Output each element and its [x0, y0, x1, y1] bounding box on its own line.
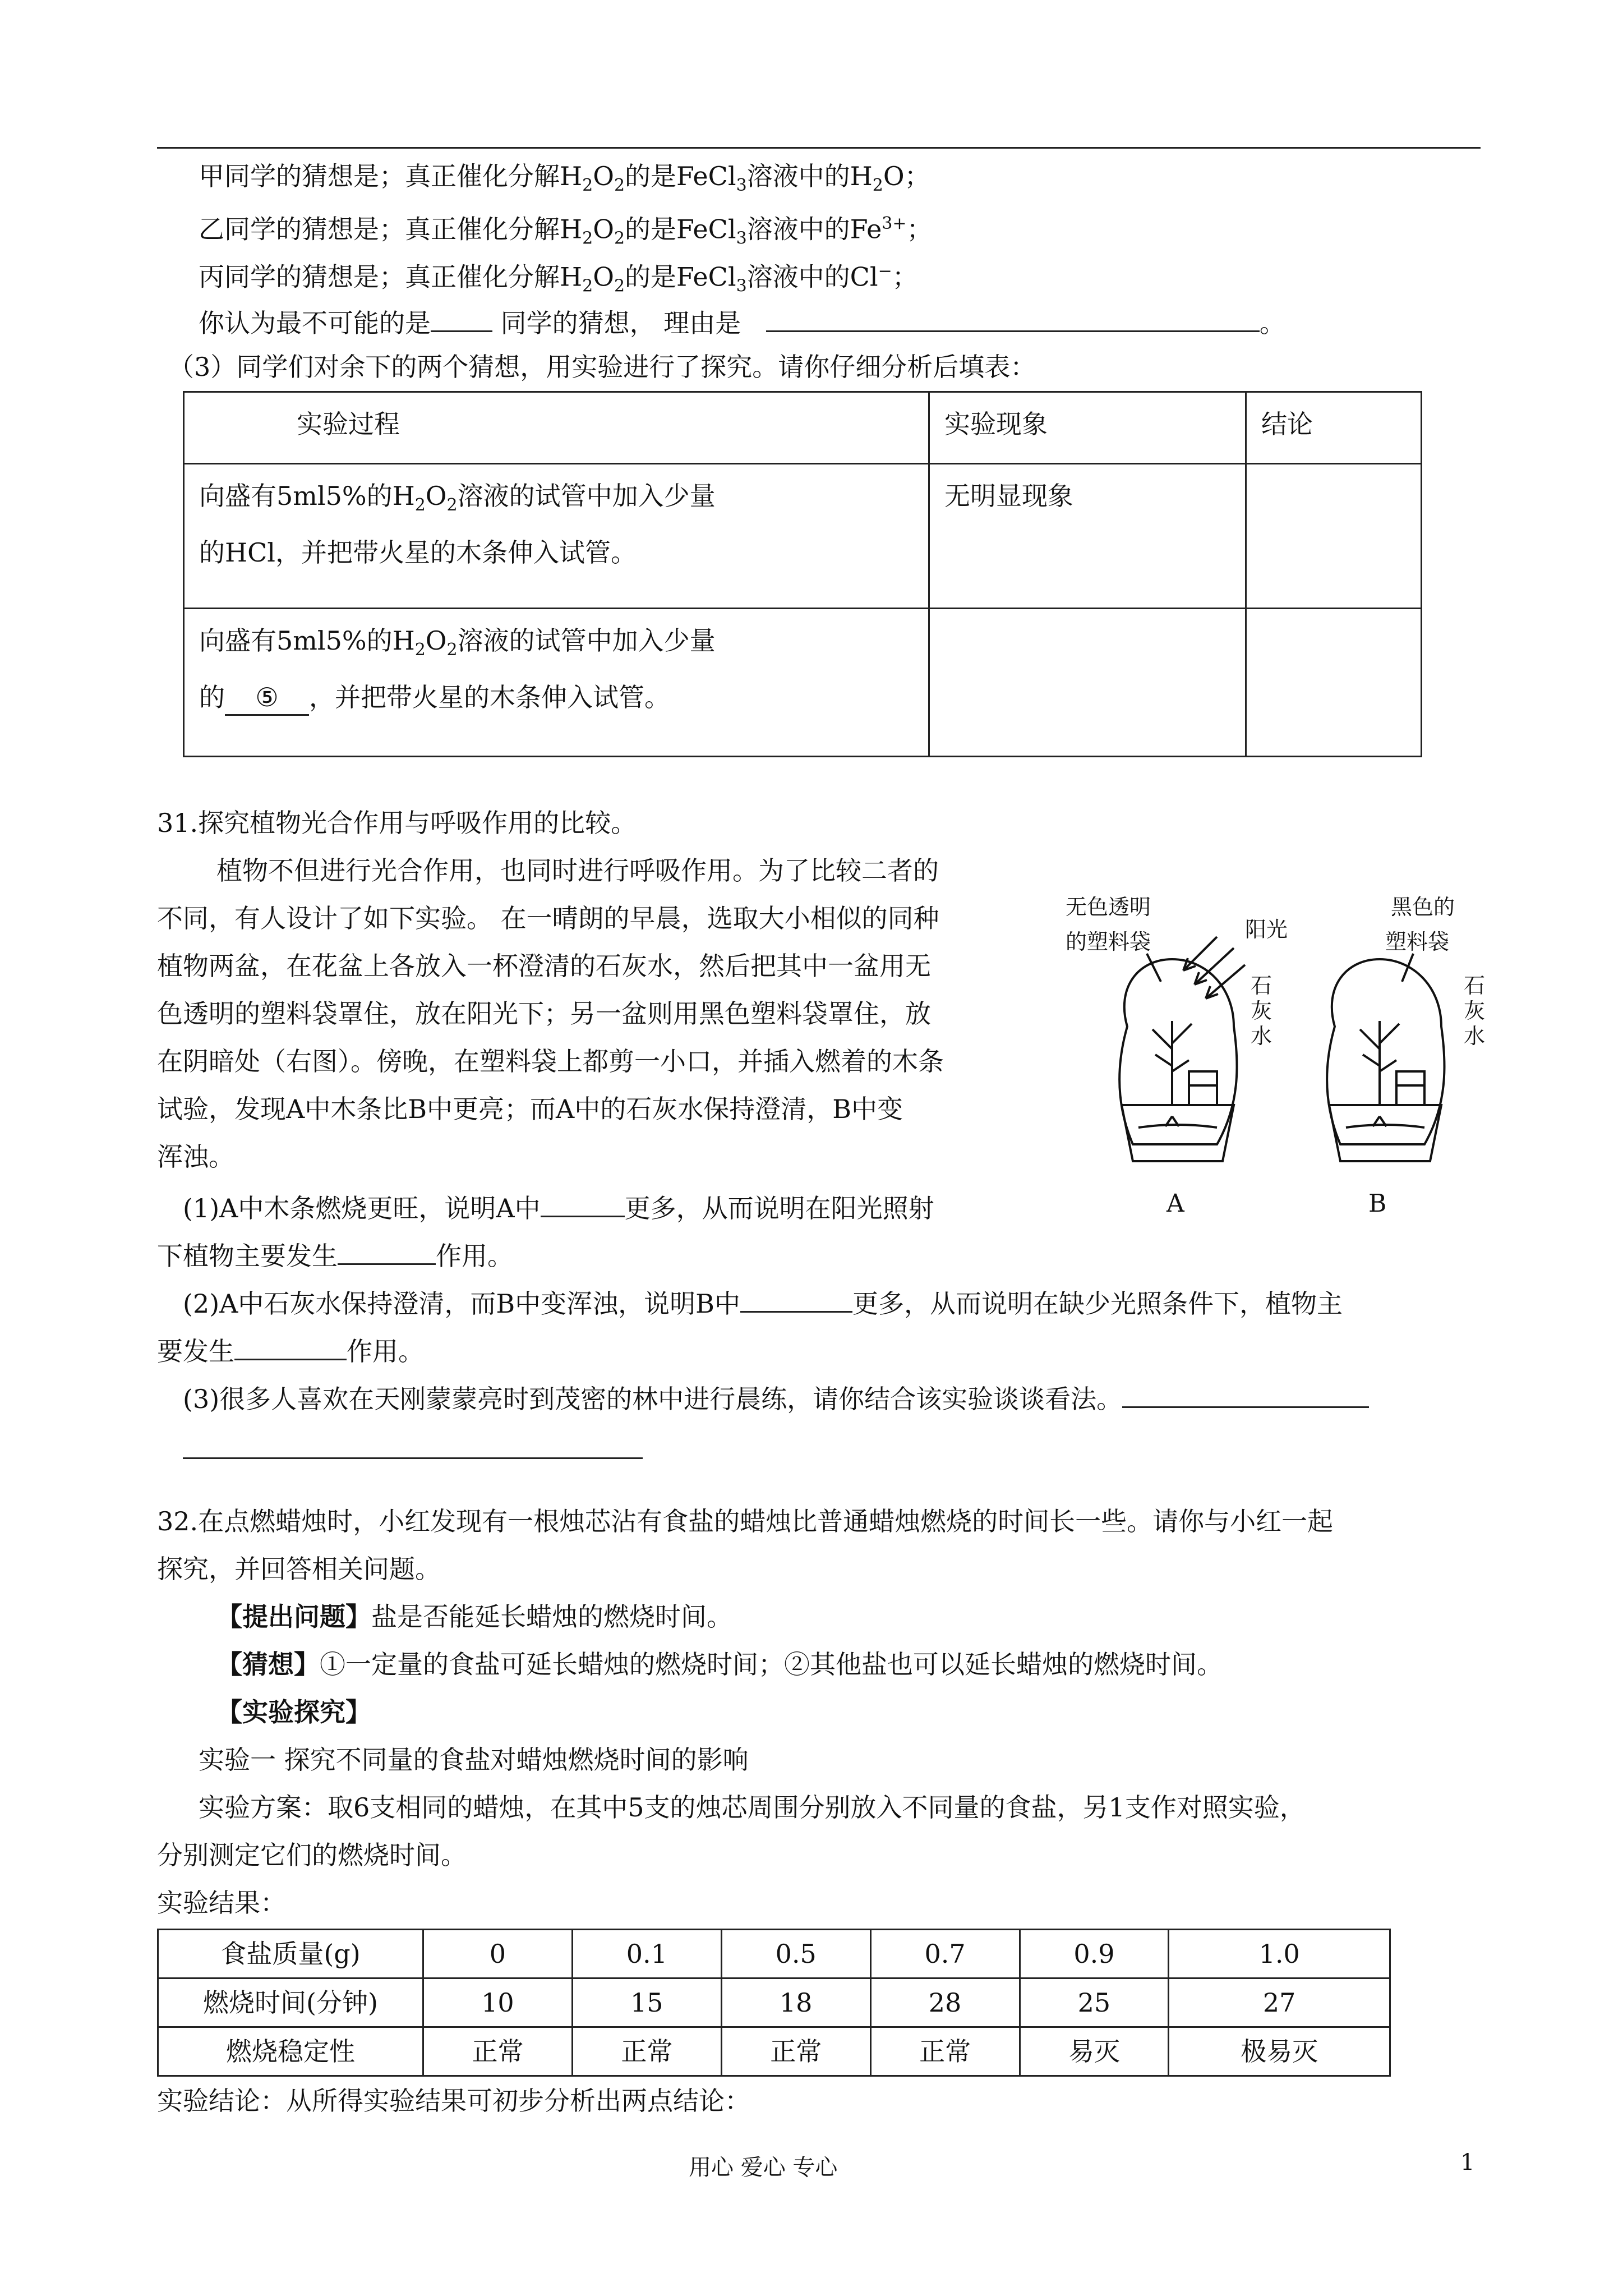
header-process: 实验过程: [184, 392, 929, 464]
q32-result-label: 实验结果：: [157, 1888, 286, 1918]
q31-para-4: 色透明的塑料袋罩住，放在阳光下；另一盆则用黑色塑料袋罩住，放: [157, 999, 931, 1029]
blank-s3-2[interactable]: [183, 1457, 643, 1459]
q32-question: 【提出问题】盐是否能延长蜡烛的燃烧时间。: [216, 1602, 732, 1632]
q32-exp1: 实验一 探究不同量的食盐对蜡烛燃烧时间的影响: [199, 1745, 749, 1775]
q32-guess: 【猜想】①一定量的食盐可延长蜡烛的燃烧时间；②其他盐也可以延长蜡烛的燃烧时间。: [216, 1649, 1223, 1680]
fig-b-beaker: [1396, 1071, 1424, 1105]
cell-r0-c1: 0: [423, 1930, 573, 1978]
cell-r2-c1: 正常: [423, 2027, 573, 2076]
cell-r2-c3: 正常: [721, 2027, 870, 2076]
fig-b-lime-3: 水: [1464, 1024, 1486, 1048]
cell-r2-c0: 燃烧稳定性: [158, 2027, 423, 2076]
part3-prompt: （3）同学们对余下的两个猜想，用实验进行了探究。请你仔细分析后填表：: [168, 352, 1036, 382]
blank-s1-2[interactable]: [338, 1235, 436, 1265]
row2-phenomenon-cell[interactable]: [929, 609, 1246, 757]
fig-a-pot: [1122, 1105, 1234, 1161]
fig-a-lime-2: 灰: [1251, 999, 1272, 1023]
q31-s2-line2: 要发生 作用。: [157, 1331, 424, 1368]
experiment-table: [183, 391, 1422, 757]
cell-r0-c6: 1.0: [1169, 1930, 1390, 1978]
fig-a-bag-label-2: 的塑料袋: [1066, 930, 1151, 954]
cell-r0-c2: 0.1: [572, 1930, 721, 1978]
cell-r1-c6: 27: [1169, 1978, 1390, 2027]
footer-motto: 用心 爱心 专心: [689, 2155, 838, 2180]
q32-plan-1: 实验方案：取6支相同的蜡烛，在其中5支的烛芯周围分别放入不同量的食盐，另1支作对照实验，: [199, 1792, 1306, 1823]
cell-r2-c5: 易灭: [1020, 2027, 1169, 2076]
guess-jia: 甲同学的猜想是；真正催化分解$H_2O_2$的是FeCl$_3$溶液中的$H_2O$；: [199, 161, 930, 196]
q31-para-5: 在阴暗处（右图）。傍晚，在塑料袋上都剪一小口，并插入燃着的木条: [157, 1046, 944, 1076]
reason-blank[interactable]: [766, 302, 1260, 332]
header-phenomenon: 实验现象: [929, 392, 1246, 464]
row2-process: 向盛有5ml5%的$H_2O_2$溶液的试管中加入少量 的 ⑤ ，并把带火星的木条伸入试管。: [184, 609, 929, 757]
fig-a-bag-label-1: 无色透明: [1066, 895, 1151, 919]
cell-r1-c1: 10: [423, 1978, 573, 2027]
fig-a-plant: [1152, 1021, 1192, 1105]
q31-para-7: 浑浊。: [157, 1142, 234, 1172]
fig-a-lime-1: 石: [1251, 973, 1272, 998]
blank-s2-1[interactable]: [740, 1283, 852, 1313]
q31-para-3: 植物两盆，在花盆上各放入一杯澄清的石灰水，然后把其中一盆用无: [157, 951, 931, 981]
fig-label-b: B: [1368, 1189, 1387, 1218]
fig-b-lime-2: 灰: [1464, 999, 1486, 1023]
plant-experiment-figure: [1054, 881, 1514, 1228]
cell-r0-c0: 食盐质量(g): [158, 1930, 423, 1978]
cell-r0-c5: 0.9: [1020, 1930, 1169, 1978]
blank-s1-1[interactable]: [541, 1188, 625, 1217]
cell-r1-c5: 25: [1020, 1978, 1169, 2027]
fig-a-beaker: [1189, 1071, 1217, 1105]
fig-sun-label: 阳光: [1245, 917, 1288, 942]
cell-r0-c3: 0.5: [721, 1930, 870, 1978]
q32-plan-2: 分别测定它们的燃烧时间。: [157, 1840, 467, 1870]
cell-r2-c4: 正常: [870, 2027, 1020, 2076]
row1-phenomenon: 无明显现象: [929, 464, 1246, 609]
fig-b-plant: [1360, 1021, 1399, 1105]
q32-line2: 探究，并回答相关问题。: [157, 1554, 441, 1584]
q31-s1-line1: (1)A中木条燃烧更旺，说明A中 更多，从而说明在阳光照射: [183, 1188, 934, 1225]
fig-b-bag-label-1: 黑色的: [1391, 895, 1455, 919]
answer-blank[interactable]: [431, 302, 492, 332]
fig-b-pot: [1329, 1105, 1441, 1161]
q31-para-2: 不同，有人设计了如下实验。 在一晴朗的早晨，选取大小相似的同种: [157, 903, 939, 933]
cell-r2-c2: 正常: [572, 2027, 721, 2076]
guess-yi: 乙同学的猜想是；真正催化分解$H_2O_2$的是FeCl$_3$溶液中的$Fe^{3+}$；: [199, 214, 933, 249]
q31-s1-line2: 下植物主要发生 作用。: [157, 1235, 513, 1273]
fig-b-bag: [1327, 959, 1444, 1144]
q32-line1: 32.在点燃蜡烛时，小红发现有一根烛芯沾有食盐的蜡烛比普通蜡烛燃烧的时间长一些。请你与小红一起: [157, 1506, 1334, 1536]
q32-explore: 【实验探究】: [216, 1697, 371, 1727]
header-conclusion: 结论: [1246, 392, 1422, 464]
blank-s2-2[interactable]: [234, 1331, 347, 1360]
cell-r0-c4: 0.7: [870, 1930, 1020, 1978]
result-table: [157, 1929, 1391, 2077]
cell-r1-c3: 18: [721, 1978, 870, 2027]
header-rule: [157, 147, 1481, 149]
guess-bing: 丙同学的猜想是；真正催化分解$H_2O_2$的是FeCl$_3$溶液中的Cl−；: [199, 261, 918, 296]
fig-b-lime-1: 石: [1464, 973, 1486, 998]
q31-s2-line1: (2)A中石灰水保持澄清，而B中变浑浊，说明B中 更多，从而说明在缺少光照条件下，植物主: [183, 1283, 1343, 1320]
q31-s3: (3)很多人喜欢在天刚蒙蒙亮时到茂密的林中进行晨练，请你结合该实验谈谈看法。: [183, 1378, 1369, 1416]
page-number: 1: [1460, 2150, 1475, 2175]
row2-conclusion-cell[interactable]: [1246, 609, 1422, 757]
blank-5[interactable]: ⑤: [225, 680, 309, 716]
cell-r1-c0: 燃烧时间(分钟): [158, 1978, 423, 2027]
row1-conclusion-cell[interactable]: [1246, 464, 1422, 609]
question-least-likely: 你认为最不可能的是 同学的猜想， 理由是 。: [199, 302, 1285, 340]
blank-s3-1[interactable]: [1122, 1378, 1369, 1408]
fig-a-lime-3: 水: [1251, 1024, 1272, 1048]
q31-para-6: 试验，发现A中木条比B中更亮；而A中的石灰水保持澄清，B中变: [157, 1094, 903, 1124]
q31-para-1: 植物不但进行光合作用，也同时进行呼吸作用。为了比较二者的: [216, 855, 939, 886]
cell-r2-c6: 极易灭: [1169, 2027, 1390, 2076]
row1-process: 向盛有5ml5%的$H_2O_2$溶液的试管中加入少量 的HCl，并把带火星的木条伸入试管。: [184, 464, 929, 609]
q31-title: 31.探究植物光合作用与呼吸作用的比较。: [157, 808, 637, 838]
cell-r1-c2: 15: [572, 1978, 721, 2027]
fig-label-a: A: [1166, 1189, 1184, 1218]
fig-b-bag-label-2: 塑料袋: [1385, 930, 1450, 954]
cell-r1-c4: 28: [870, 1978, 1020, 2027]
q32-conclusion: 实验结论：从所得实验结果可初步分析出两点结论：: [157, 2086, 750, 2116]
